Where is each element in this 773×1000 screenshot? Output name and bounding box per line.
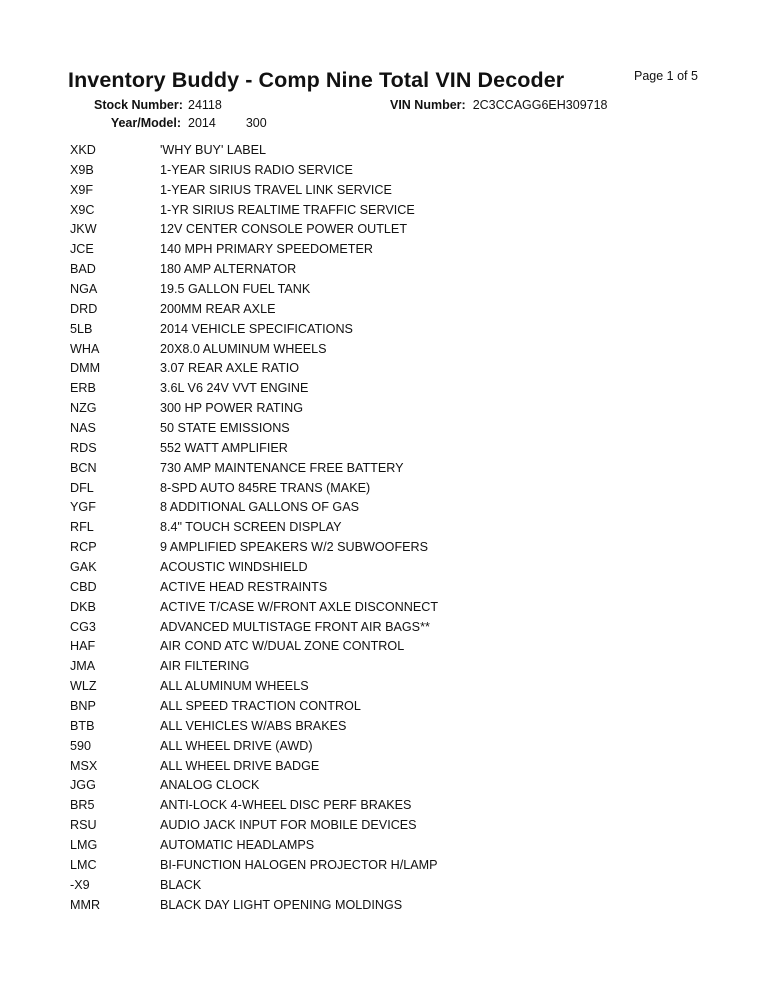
option-description: AIR FILTERING	[160, 659, 250, 674]
option-code: DRD	[70, 301, 98, 316]
option-description: 3.07 REAR AXLE RATIO	[160, 361, 300, 376]
option-code: DFL	[70, 480, 94, 495]
option-row	[70, 776, 438, 796]
option-description: 200MM REAR AXLE	[160, 301, 276, 316]
option-row	[70, 418, 438, 438]
option-description: 'WHY BUY' LABEL	[160, 142, 267, 157]
option-row	[70, 497, 438, 517]
option-code: JCE	[70, 242, 94, 257]
option-description: 180 AMP ALTERNATOR	[160, 262, 297, 277]
option-description: ANALOG CLOCK	[160, 778, 260, 793]
option-row	[70, 378, 438, 398]
option-row	[70, 835, 438, 855]
option-row	[70, 517, 438, 537]
option-description: 1-YR SIRIUS REALTIME TRAFFIC SERVICE	[160, 202, 415, 217]
option-description: ACTIVE T/CASE W/FRONT AXLE DISCONNECT	[160, 599, 439, 614]
option-row	[70, 160, 438, 180]
option-code: GAK	[70, 559, 97, 574]
option-code: DKB	[70, 599, 96, 614]
option-code: RSU	[70, 818, 97, 833]
option-code: BCN	[70, 460, 97, 475]
option-code: RDS	[70, 440, 97, 455]
option-code: 5LB	[70, 321, 93, 336]
option-description: ALL WHEEL DRIVE BADGE	[160, 758, 320, 773]
option-row	[70, 736, 438, 756]
stock-number-row	[94, 98, 222, 112]
option-code: X9B	[70, 162, 94, 177]
option-code: NAS	[70, 420, 96, 435]
option-description: ADVANCED MULTISTAGE FRONT AIR BAGS**	[160, 619, 430, 634]
option-description: ACTIVE HEAD RESTRAINTS	[160, 579, 328, 594]
option-code: 590	[70, 738, 92, 753]
option-description: ACOUSTIC WINDSHIELD	[160, 559, 308, 574]
year-model-label: Year/Model:	[110, 116, 181, 130]
option-row	[70, 140, 438, 160]
option-row	[70, 875, 438, 895]
option-row	[70, 716, 438, 736]
option-row	[70, 756, 438, 776]
option-row	[70, 478, 438, 498]
option-row	[70, 398, 438, 418]
option-code: BTB	[70, 718, 95, 733]
option-description: 8.4" TOUCH SCREEN DISPLAY	[160, 520, 342, 535]
option-description: ANTI-LOCK 4-WHEEL DISC PERF BRAKES	[160, 798, 412, 813]
option-code: YGF	[70, 500, 96, 515]
option-code: BR5	[70, 798, 95, 813]
option-description: ALL WHEEL DRIVE (AWD)	[160, 738, 313, 753]
option-row	[70, 458, 438, 478]
year-value: 2014	[188, 116, 216, 130]
option-code: DMM	[70, 361, 101, 376]
option-description: AUTOMATIC HEADLAMPS	[160, 838, 315, 852]
option-row	[70, 180, 438, 200]
option-code: NZG	[70, 401, 97, 416]
option-description: 2014 VEHICLE SPECIFICATIONS	[160, 321, 353, 336]
option-code: CBD	[70, 579, 97, 594]
option-description: 3.6L V6 24V VVT ENGINE	[160, 381, 309, 396]
option-description: BLACK DAY LIGHT OPENING MOLDINGS	[160, 897, 403, 912]
option-code: WLZ	[70, 679, 97, 694]
option-description: 8 ADDITIONAL GALLONS OF GAS	[160, 500, 359, 515]
option-row	[70, 339, 438, 359]
option-code: LMC	[70, 857, 97, 872]
option-description: AIR COND ATC W/DUAL ZONE CONTROL	[160, 639, 405, 654]
option-code: JGG	[70, 778, 96, 793]
option-row	[70, 299, 438, 319]
option-row	[70, 358, 438, 378]
option-code: -X9	[70, 877, 90, 892]
option-code: RCP	[70, 540, 97, 555]
option-description: BLACK	[160, 877, 202, 892]
option-code: CG3	[70, 619, 96, 634]
option-row	[70, 259, 438, 279]
option-row	[70, 895, 438, 915]
option-code: JMA	[70, 659, 96, 674]
option-row	[70, 855, 438, 875]
option-code: NGA	[70, 281, 98, 296]
stock-number-label: Stock Number:	[94, 98, 183, 112]
option-description: 19.5 GALLON FUEL TANK	[160, 281, 311, 296]
vin-number-value: 2C3CCAGG6EH309718	[472, 98, 608, 112]
option-code: JKW	[70, 222, 97, 237]
option-row	[70, 279, 438, 299]
option-row	[70, 219, 438, 239]
option-description: BI-FUNCTION HALOGEN PROJECTOR H/LAMP	[160, 857, 438, 872]
option-description: 552 WATT AMPLIFIER	[160, 440, 288, 455]
option-description: 1-YEAR SIRIUS TRAVEL LINK SERVICE	[160, 182, 392, 197]
page-title: Inventory Buddy - Comp Nine Total VIN Decoder	[68, 68, 565, 92]
option-code: ERB	[70, 381, 96, 396]
option-code: X9F	[70, 182, 94, 197]
option-code: X9C	[70, 202, 95, 217]
option-row	[70, 617, 438, 637]
option-row	[70, 319, 438, 339]
option-description: 12V CENTER CONSOLE POWER OUTLET	[160, 222, 408, 237]
option-description: ALL SPEED TRACTION CONTROL	[160, 698, 361, 713]
option-row	[70, 557, 438, 577]
option-row	[70, 676, 438, 696]
stock-number-value: 24118	[188, 98, 222, 112]
option-code: LMG	[70, 838, 98, 852]
option-row	[70, 815, 438, 835]
option-description: 9 AMPLIFIED SPEAKERS W/2 SUBWOOFERS	[160, 540, 429, 555]
option-description: 140 MPH PRIMARY SPEEDOMETER	[160, 242, 373, 257]
option-row	[70, 656, 438, 676]
year-model-row	[94, 116, 267, 130]
option-row	[70, 200, 438, 220]
option-row	[70, 577, 438, 597]
option-code: RFL	[70, 520, 94, 535]
option-description: ALL VEHICLES W/ABS BRAKES	[160, 718, 347, 733]
option-code: BAD	[70, 262, 96, 277]
option-row	[70, 537, 438, 557]
option-code-list	[70, 140, 438, 915]
option-description: 730 AMP MAINTENANCE FREE BATTERY	[160, 460, 404, 475]
option-row	[70, 636, 438, 656]
option-code: MMR	[70, 897, 101, 912]
option-row	[70, 239, 438, 259]
vin-number-label: VIN Number:	[390, 98, 466, 112]
option-description: 300 HP POWER RATING	[160, 401, 303, 416]
option-code: HAF	[70, 639, 96, 654]
option-row	[70, 696, 438, 716]
option-description: 20X8.0 ALUMINUM WHEELS	[160, 341, 327, 356]
option-code: MSX	[70, 758, 98, 773]
option-description: AUDIO JACK INPUT FOR MOBILE DEVICES	[160, 818, 417, 833]
page-number: Page 1 of 5	[634, 69, 698, 83]
option-code: WHA	[70, 341, 100, 356]
option-code: XKD	[70, 142, 96, 157]
option-row	[70, 438, 438, 458]
option-description: 1-YEAR SIRIUS RADIO SERVICE	[160, 162, 353, 177]
model-value: 300	[245, 116, 267, 130]
option-description: ALL ALUMINUM WHEELS	[160, 679, 309, 694]
vin-number-row	[390, 98, 608, 112]
option-description: 8-SPD AUTO 845RE TRANS (MAKE)	[160, 480, 371, 495]
option-description: 50 STATE EMISSIONS	[160, 420, 290, 435]
option-row	[70, 795, 438, 815]
option-row	[70, 597, 438, 617]
option-code: BNP	[70, 698, 96, 713]
